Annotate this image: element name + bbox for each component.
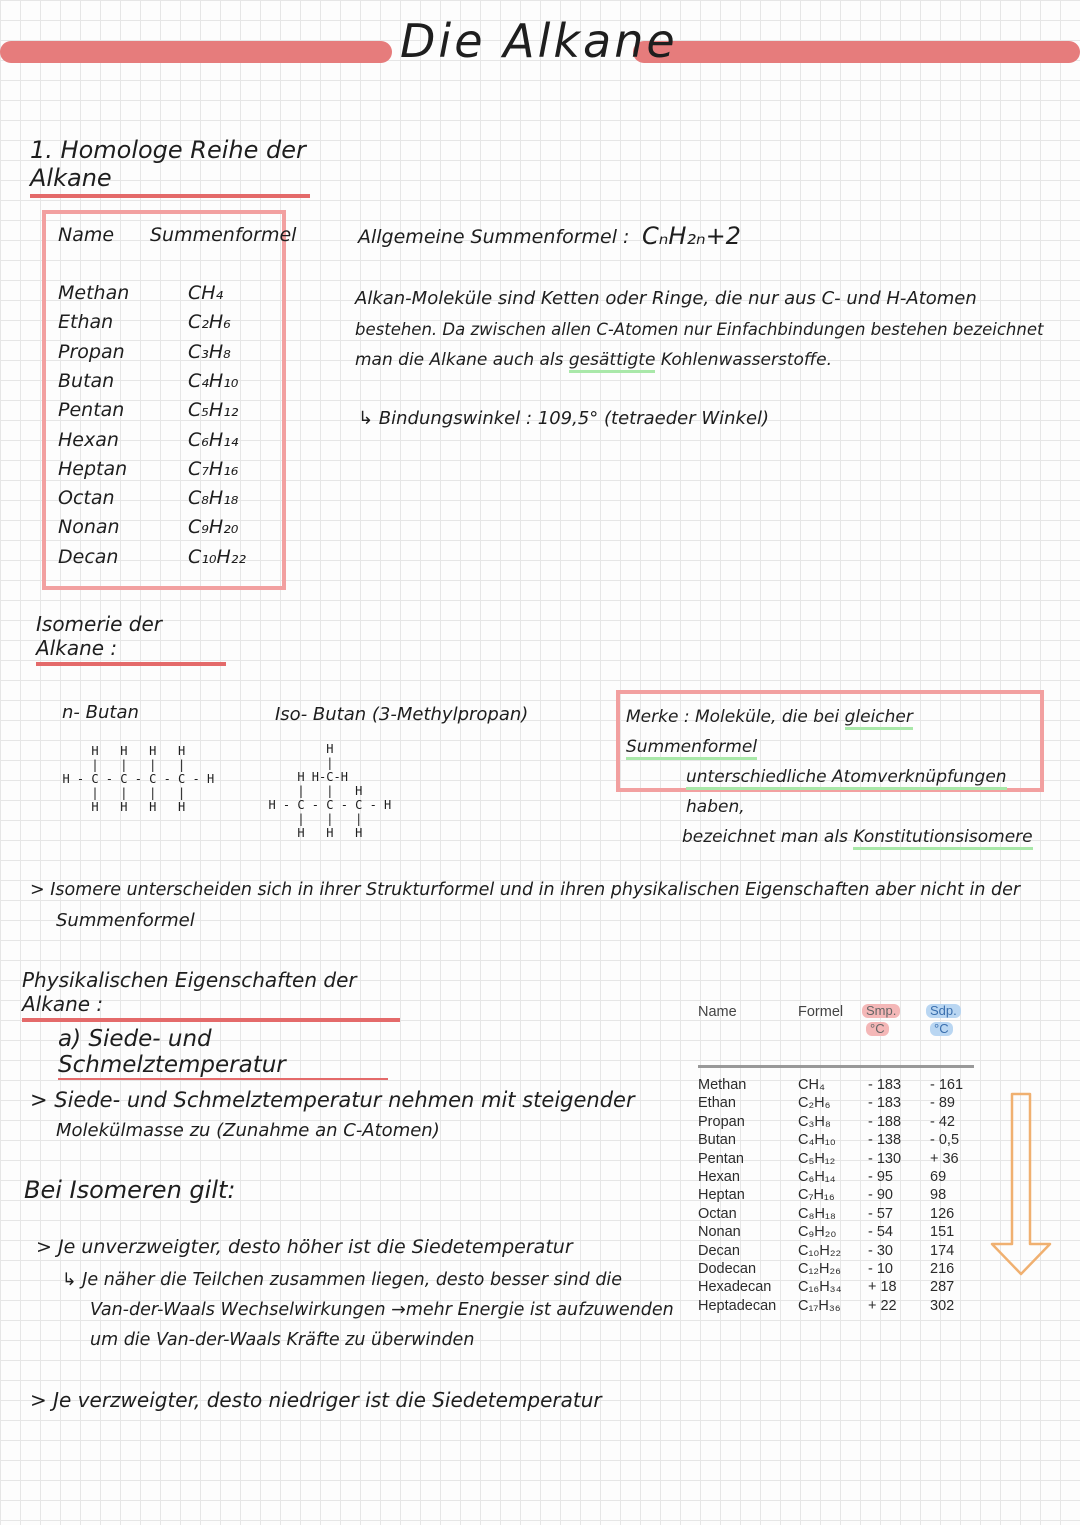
- physik-line1: > Siede- und Schmelztemperatur nehmen mit steigender: [30, 1088, 635, 1112]
- pt-cell-smp: - 138: [868, 1132, 902, 1149]
- merke-highlight-konstitutionsisomere: Konstitutionsisomere: [853, 827, 1032, 850]
- physik-line2: Molekülmasse zu (Zunahme an C-Atomen): [56, 1120, 440, 1141]
- homologous-formula: CH₄: [188, 282, 224, 304]
- homologous-name: Ethan: [58, 311, 114, 334]
- homologous-formula: C₇H₁₆: [188, 457, 239, 480]
- pt-header-divider: [698, 1065, 974, 1068]
- merke-line3: [626, 822, 1040, 852]
- rule-unverzweigt-sub2: Van-der-Waals Wechselwirkungen →mehr Energie ist aufzuwenden: [90, 1300, 674, 1320]
- n-butan-label: n- Butan: [62, 702, 139, 723]
- pt-cell-formula: C₁₆H₃₄: [798, 1279, 842, 1296]
- pt-cell-smp: - 10: [868, 1261, 893, 1277]
- pt-cell-sdp: - 161: [930, 1077, 964, 1093]
- alkan-text-line2: bestehen. Da zwischen allen C-Atomen nur Einfachbindungen bestehen bezeichnet: [355, 320, 1044, 339]
- property-table: [698, 1000, 978, 1320]
- pt-header-smp-unit: °C: [866, 1022, 889, 1036]
- merke-box: [616, 690, 1044, 847]
- increase-arrow-icon: [990, 1090, 1054, 1280]
- table-row: [698, 1169, 974, 1188]
- homologous-formula: C₃H₈: [188, 340, 231, 363]
- pt-cell-formula: C₄H₁₀: [798, 1132, 836, 1149]
- pt-cell-smp: - 90: [868, 1187, 893, 1204]
- homologous-formula: C₆H₁₄: [188, 428, 239, 451]
- isomere-note-line2: Summenformel: [56, 910, 195, 931]
- pt-header-sdp-unit: °C: [930, 1022, 953, 1036]
- pt-cell-name: Heptan: [698, 1187, 745, 1204]
- pt-cell-formula: C₁₂H₂₆: [798, 1261, 841, 1277]
- homologous-name: Methan: [58, 282, 130, 304]
- pt-cell-formula: C₉H₂₀: [798, 1224, 837, 1241]
- title-bar-right: [633, 41, 1080, 63]
- pt-cell-smp: + 22: [868, 1297, 897, 1314]
- isomere-note-line1: > Isomere unterscheiden sich in ihrer Strukturformel und in ihren physikalischen Eigenschaften aber nicht in der: [30, 880, 1021, 900]
- pt-cell-smp: - 183: [868, 1077, 902, 1093]
- pt-cell-formula: C₁₇H₃₆: [798, 1297, 841, 1314]
- pt-cell-sdp: 216: [930, 1261, 955, 1277]
- pt-cell-sdp: + 36: [930, 1150, 959, 1167]
- merke-highlight-gleicher: gleicher Summenformel: [626, 707, 913, 760]
- table-row: [698, 1077, 974, 1096]
- table-header-formula: Summenformel: [150, 224, 297, 246]
- homologous-table: [58, 224, 297, 574]
- isomer-heading: Bei Isomeren gilt:: [24, 1176, 236, 1204]
- isomerie-heading: Isomerie der Alkane :: [36, 612, 226, 666]
- table-row: [698, 1114, 974, 1133]
- pt-cell-name: Dodecan: [698, 1261, 757, 1277]
- n-butan-structure: H H H H | | | | H - C - C - C - C - H | | | | H H H H: [62, 744, 215, 814]
- merke-label: Merke :: [626, 707, 690, 727]
- pt-header-name: Name: [698, 1004, 737, 1020]
- table-row: [698, 1151, 974, 1170]
- pt-cell-sdp: 126: [930, 1205, 955, 1222]
- pt-cell-name: Octan: [698, 1205, 737, 1222]
- merke-text3: bezeichnet man als: [682, 827, 848, 847]
- rule-verzweigt: > Je verzweigter, desto niedriger ist die Siedetemperatur: [30, 1388, 602, 1412]
- title-bar-left: [0, 41, 392, 63]
- merke-line2: [626, 762, 1040, 822]
- page-title: Die Alkane: [400, 14, 678, 68]
- text-line3-after: Kohlenwasserstoffe.: [660, 350, 833, 370]
- pt-cell-sdp: - 0,5: [930, 1132, 960, 1149]
- merke-text2: haben,: [686, 797, 745, 817]
- rule-unverzweigt-sub3: um die Van-der-Waals Kräfte zu überwinden: [90, 1330, 475, 1350]
- pt-cell-name: Pentan: [698, 1150, 744, 1167]
- pt-cell-formula: C₆H₁₄: [798, 1169, 836, 1185]
- alkan-text-line3: [355, 350, 832, 370]
- pt-cell-formula: C₃H₈: [798, 1113, 831, 1130]
- pt-cell-name: Methan: [698, 1077, 747, 1093]
- pt-cell-sdp: 174: [930, 1242, 955, 1259]
- homologous-name: Heptan: [58, 457, 128, 480]
- pt-cell-sdp: 287: [930, 1279, 955, 1296]
- pt-cell-smp: - 183: [868, 1095, 902, 1112]
- pt-header-sdp: Sdp.: [926, 1004, 961, 1018]
- general-formula-label: Allgemeine Summenformel :: [358, 226, 630, 248]
- pt-cell-sdp: 98: [930, 1187, 947, 1204]
- homologous-formula: C₁₀H₂₂: [188, 545, 247, 568]
- homologous-name: Pentan: [58, 399, 125, 422]
- pt-header-smp: Smp.: [862, 1004, 900, 1018]
- pt-cell-name: Hexan: [698, 1169, 740, 1185]
- homologous-name: Butan: [58, 369, 115, 392]
- homologous-formula: C₂H₆: [188, 311, 231, 334]
- homologous-name: Octan: [58, 487, 115, 510]
- homologous-name: Decan: [58, 545, 119, 568]
- physik-heading: Physikalischen Eigenschaften der Alkane :: [22, 968, 400, 1022]
- table-row: [698, 1206, 974, 1225]
- merke-highlight-atomverknuepfungen: unterschiedliche Atomverknüpfungen: [686, 767, 1007, 790]
- pt-cell-sdp: 302: [930, 1297, 955, 1314]
- pt-cell-formula: C₁₀H₂₂: [798, 1242, 842, 1259]
- pt-cell-formula: C₇H₁₆: [798, 1187, 835, 1204]
- merke-text1: Moleküle, die bei: [694, 707, 840, 727]
- homologous-name: Propan: [58, 340, 125, 363]
- pt-cell-name: Propan: [698, 1113, 745, 1130]
- pt-cell-sdp: - 89: [930, 1095, 955, 1112]
- section-heading-homologe: 1. Homologe Reihe der Alkane: [30, 136, 310, 198]
- pt-cell-sdp: 151: [930, 1224, 955, 1241]
- iso-butan-structure: H | H H-C-H | | H H - C - C - C - H | | | H H H: [268, 742, 392, 840]
- pt-cell-smp: - 57: [868, 1205, 893, 1222]
- table-row: [698, 1132, 974, 1151]
- table-row: [698, 1224, 974, 1243]
- table-row: [698, 1261, 974, 1280]
- table-row: [698, 1243, 974, 1262]
- pt-cell-formula: C₈H₁₈: [798, 1205, 836, 1222]
- merke-line1: [626, 702, 1040, 762]
- table-header-name: Name: [58, 224, 115, 246]
- pt-cell-formula: CH₄: [798, 1077, 825, 1093]
- pt-cell-smp: - 188: [868, 1113, 902, 1130]
- homologous-formula: C₈H₁₈: [188, 487, 239, 510]
- alkan-text-line1: Alkan-Moleküle sind Ketten oder Ringe, die nur aus C- und H-Atomen: [355, 288, 977, 309]
- pt-cell-name: Hexadecan: [698, 1279, 772, 1296]
- pt-cell-formula: C₂H₆: [798, 1095, 831, 1112]
- pt-cell-smp: - 54: [868, 1224, 893, 1241]
- homologous-formula: C₄H₁₀: [188, 369, 239, 392]
- table-row: [698, 1279, 974, 1298]
- pt-cell-smp: + 18: [868, 1279, 897, 1296]
- general-formula: CₙH₂ₙ+2: [642, 222, 741, 250]
- highlight-gesaettigte: gesättigte: [569, 350, 656, 373]
- table-row: [698, 1095, 974, 1114]
- pt-cell-name: Ethan: [698, 1095, 736, 1112]
- bond-angle: ↳ Bindungswinkel : 109,5° (tetraeder Winkel): [358, 408, 770, 429]
- pt-cell-formula: C₅H₁₂: [798, 1150, 836, 1167]
- pt-cell-sdp: 69: [930, 1169, 947, 1185]
- table-row: [698, 1298, 974, 1317]
- pt-cell-name: Nonan: [698, 1224, 741, 1241]
- homologous-formula: C₅H₁₂: [188, 399, 239, 422]
- pt-cell-sdp: - 42: [930, 1113, 955, 1130]
- text-line3-before: man die Alkane auch als: [355, 350, 564, 370]
- iso-butan-label: Iso- Butan (3-Methylpropan): [275, 704, 529, 725]
- rule-unverzweigt-sub1: ↳ Je näher die Teilchen zusammen liegen, desto besser sind die: [62, 1270, 623, 1290]
- pt-cell-smp: - 30: [868, 1242, 893, 1259]
- physik-sub-a: a) Siede- und Schmelztemperatur: [58, 1026, 388, 1080]
- homologous-name: Hexan: [58, 428, 119, 451]
- pt-cell-name: Heptadecan: [698, 1297, 777, 1314]
- table-row: [698, 1187, 974, 1206]
- pt-cell-name: Butan: [698, 1132, 736, 1149]
- pt-cell-name: Decan: [698, 1242, 740, 1259]
- pt-cell-smp: - 95: [868, 1169, 893, 1185]
- rule-unverzweigt: > Je unverzweigter, desto höher ist die Siedetemperatur: [36, 1236, 573, 1258]
- pt-header-formula: Formel: [798, 1004, 844, 1020]
- pt-cell-smp: - 130: [868, 1150, 902, 1167]
- homologous-name: Nonan: [58, 516, 120, 539]
- homologous-formula: C₉H₂₀: [188, 516, 239, 539]
